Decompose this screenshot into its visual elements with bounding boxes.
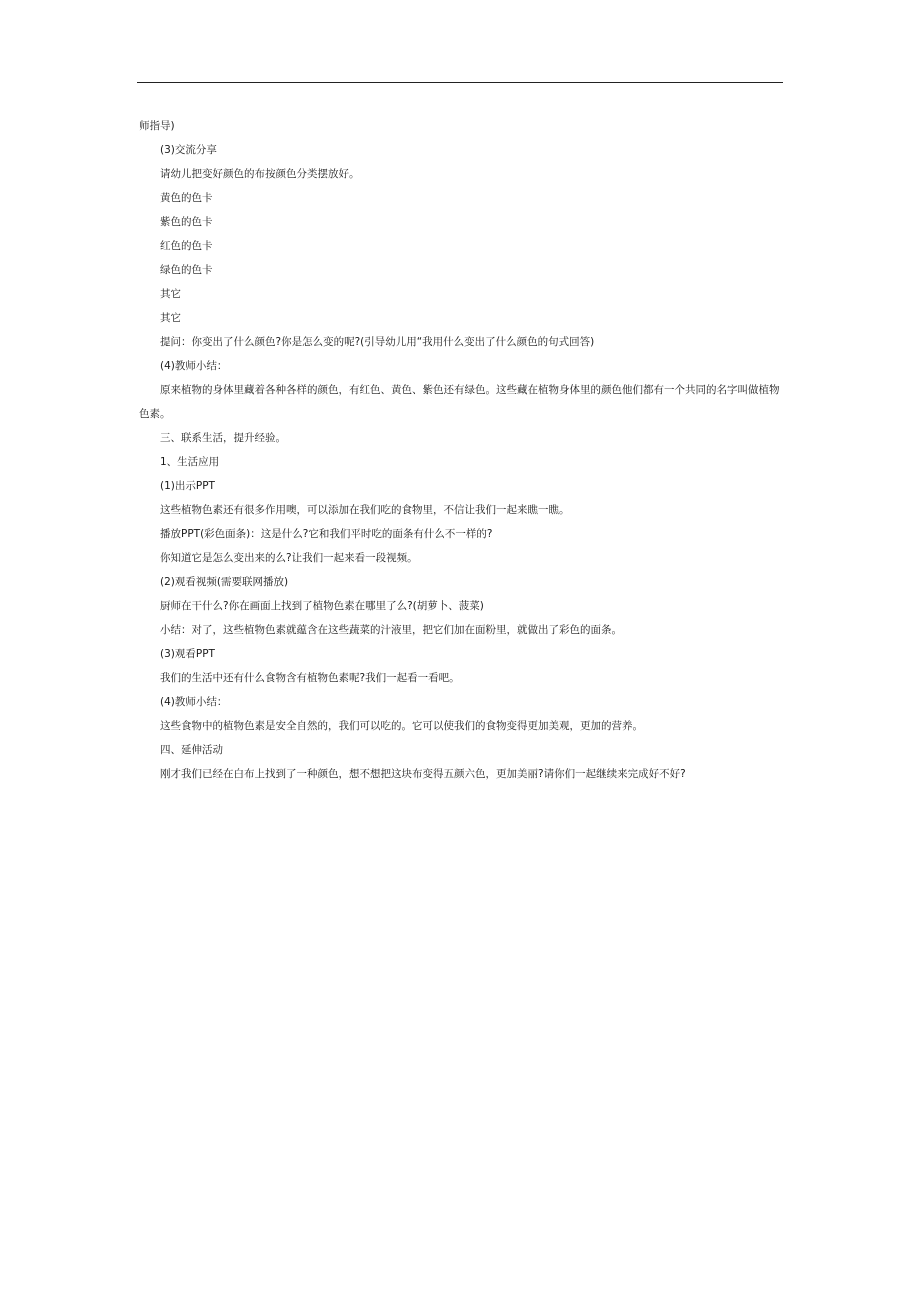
section-heading-four: 四、延伸活动	[160, 744, 223, 756]
text-line: 这些植物色素还有很多作用噢，可以添加在我们吃的食物里，不信让我们一起来瞧一瞧。	[160, 504, 570, 516]
text-line: 提问：你变出了什么颜色?你是怎么变的呢?(引导幼儿用“我用什么变出了什么颜色的句式回答)	[160, 336, 595, 348]
text-line: 厨师在干什么?你在画面上找到了植物色素在哪里了么?(胡萝卜、菠菜)	[160, 600, 484, 612]
subheading-teacher-summary: (4)教师小结：	[160, 696, 228, 708]
subheading-show-ppt: (1)出示PPT	[160, 480, 215, 492]
list-item: 红色的色卡	[160, 240, 213, 252]
section-heading-three: 三、联系生活，提升经验。	[160, 432, 286, 444]
text-line: 小结：对了，这些植物色素就蕴含在这些蔬菜的汁液里，把它们加在面粉里，就做出了彩色的面条。	[160, 624, 622, 636]
summary-paragraph: 原来植物的身体里藏着各种各样的颜色，有红色、黄色、紫色还有绿色。这些藏在植物身体里的颜色他们都有一个共同的名字叫做植物色素。	[139, 384, 780, 420]
text-line: 播放PPT(彩色面条)：这是什么?它和我们平时吃的面条有什么不一样的?	[160, 528, 493, 540]
text-line: 刚才我们已经在白布上找到了一种颜色，想不想把这块布变得五颜六色，更加美丽?请你们一起继续来完成好不好?	[160, 768, 686, 780]
subheading-life-application: 1、生活应用	[160, 456, 220, 468]
document-body	[139, 114, 783, 786]
subheading-watch-video: (2)观看视频(需要联网播放)	[160, 576, 289, 588]
list-item: 绿色的色卡	[160, 264, 213, 276]
subheading-exchange-share: (3)交流分享	[160, 144, 217, 156]
header-rule	[137, 82, 783, 83]
list-item: 紫色的色卡	[160, 216, 213, 228]
text-line: 我们的生活中还有什么食物含有植物色素呢?我们一起看一看吧。	[160, 672, 460, 684]
subheading-watch-ppt: (3)观看PPT	[160, 648, 215, 660]
text-line: 你知道它是怎么变出来的么?让我们一起来看一段视频。	[160, 552, 418, 564]
list-item: 黄色的色卡	[160, 192, 213, 204]
list-item: 其它	[160, 312, 181, 324]
text-line: 请幼儿把变好颜色的布按颜色分类摆放好。	[160, 168, 360, 180]
list-item: 其它	[160, 288, 181, 300]
subheading-teacher-summary: (4)教师小结：	[160, 360, 228, 372]
text-line: 师指导)	[139, 120, 175, 132]
text-line: 这些食物中的植物色素是安全自然的，我们可以吃的。它可以使我们的食物变得更加美观，更加的营养。	[160, 720, 643, 732]
